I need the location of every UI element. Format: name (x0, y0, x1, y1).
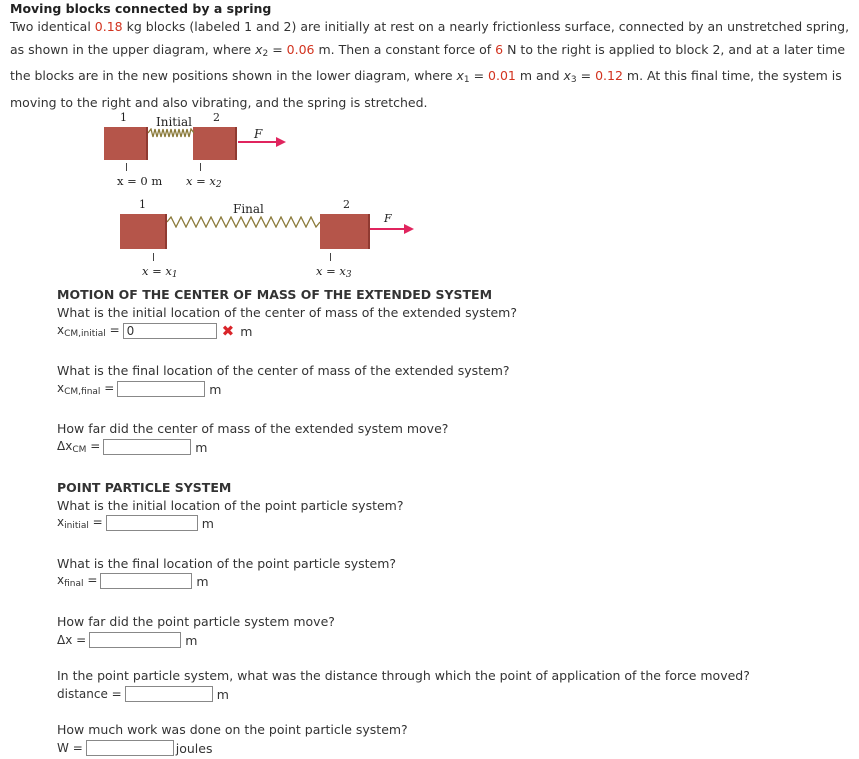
final-block-1 (120, 214, 167, 249)
pp-section-heading: POINT PARTICLE SYSTEM (57, 480, 232, 495)
initial-spring (148, 128, 194, 138)
pp-q2-row (57, 572, 209, 590)
initial-tick-2 (200, 163, 201, 171)
cm-displacement-input[interactable] (103, 439, 191, 455)
final-label-2: 2 (343, 198, 350, 211)
pp-q3-unit: m (185, 632, 198, 648)
cm-q3-label: $\Delta x_{CM}$ = (57, 439, 101, 455)
final-tick-1-label: $x = x_1$ (142, 264, 178, 280)
cm-q3-unit: m (195, 439, 208, 455)
initial-tick-1 (126, 163, 127, 171)
initial-label-1: 1 (120, 111, 127, 124)
x-mark-icon: ✖ (221, 322, 235, 340)
final-tick-3-label: $x = x_3$ (316, 264, 352, 280)
cm-q1-unit: m (240, 323, 253, 339)
initial-caption: Initial (156, 115, 192, 129)
pp-q1-row (57, 514, 214, 532)
pp-distance-input[interactable] (125, 686, 213, 702)
cm-q2-row (57, 380, 221, 398)
cm-q2-label: $x_{CM,final}$ = (57, 381, 115, 397)
cm-q3-question: How far did the center of mass of the extended system move? (57, 421, 449, 436)
pp-q1-question: What is the initial location of the point particle system? (57, 498, 404, 513)
pp-final-input[interactable] (100, 573, 192, 589)
final-spring (167, 216, 320, 228)
cm-q1-question: What is the initial location of the center of mass of the extended system? (57, 305, 517, 320)
pp-q1-label: $x_{initial}$ = (57, 515, 103, 531)
pp-q2-question: What is the final location of the point particle system? (57, 556, 397, 571)
cm-q2-question: What is the final location of the center of mass of the extended system? (57, 363, 510, 378)
initial-label-2: 2 (213, 111, 220, 124)
final-tick-1 (153, 253, 154, 261)
initial-block-1 (104, 127, 148, 160)
pp-q3-label: Δx = (57, 633, 87, 647)
final-block-2 (320, 214, 370, 249)
x1-value: 0.01 (488, 68, 516, 83)
final-force-label: F (384, 212, 392, 225)
x2-value: 0.06 (286, 41, 315, 57)
force-value: 6 (495, 41, 504, 57)
pp-q4-question: In the point particle system, what was the distance through which the point of application of the force moved? (57, 668, 750, 683)
cm-final-input[interactable] (117, 381, 205, 397)
pp-q4-row (57, 685, 229, 703)
cm-q3-row (57, 438, 207, 456)
cm-section-heading: MOTION OF THE CENTER OF MASS OF THE EXTENDED SYSTEM (57, 287, 493, 302)
pp-q4-unit: m (216, 686, 229, 702)
pp-q1-unit: m (201, 515, 214, 531)
initial-force-label: F (254, 127, 263, 141)
final-label-1: 1 (139, 198, 146, 211)
pp-q5-question: How much work was done on the point particle system? (57, 722, 408, 737)
pp-q3-question: How far did the point particle system move? (57, 614, 335, 629)
initial-tick-2-label: $x = x_2$ (186, 174, 222, 190)
final-force-arrow (370, 223, 414, 235)
problem-intro: Two identical 0.18 kg blocks (labeled 1 and 2) are initially at rest on a nearly frictionless surface, connected by an unstretched spring, as shown in the upper diagram, where $x_2 = 0.06$ m. Then a constant force of 6 N to the right is applied to block 2, and at a later time the blocks are in the new positions shown in the lower diagram, where $x_1 = 0.01$ m and $x_3 = 0.12$ m. At this final time, the system is moving to the right and also vibrating, and the spring is stretched. (10, 19, 850, 110)
mass-value: 0.18 (94, 19, 123, 34)
pp-q5-unit: joules (175, 740, 213, 756)
cm-q1-row (57, 322, 252, 340)
x3-value: 0.12 (595, 68, 623, 83)
problem-title: Moving blocks connected by a spring (10, 1, 272, 16)
pp-q2-unit: m (196, 573, 209, 589)
pp-initial-input[interactable] (106, 515, 198, 531)
cm-q1-label: $x_{CM,initial}$ = (57, 323, 120, 339)
cm-q2-unit: m (209, 381, 222, 397)
pp-q5-label: W = (57, 741, 83, 755)
final-tick-3 (330, 253, 331, 261)
pp-q3-row (57, 631, 197, 649)
cm-initial-input[interactable]: 0 (123, 323, 217, 339)
initial-tick-1-label: x = 0 m (117, 174, 163, 188)
pp-displacement-input[interactable] (89, 632, 181, 648)
pp-q2-label: $x_{final}$ = (57, 573, 98, 589)
initial-block-2 (193, 127, 237, 160)
pp-q4-label: distance = (57, 687, 122, 701)
pp-q5-row (57, 739, 212, 757)
final-caption: Final (233, 202, 264, 216)
pp-work-input[interactable] (86, 740, 174, 756)
